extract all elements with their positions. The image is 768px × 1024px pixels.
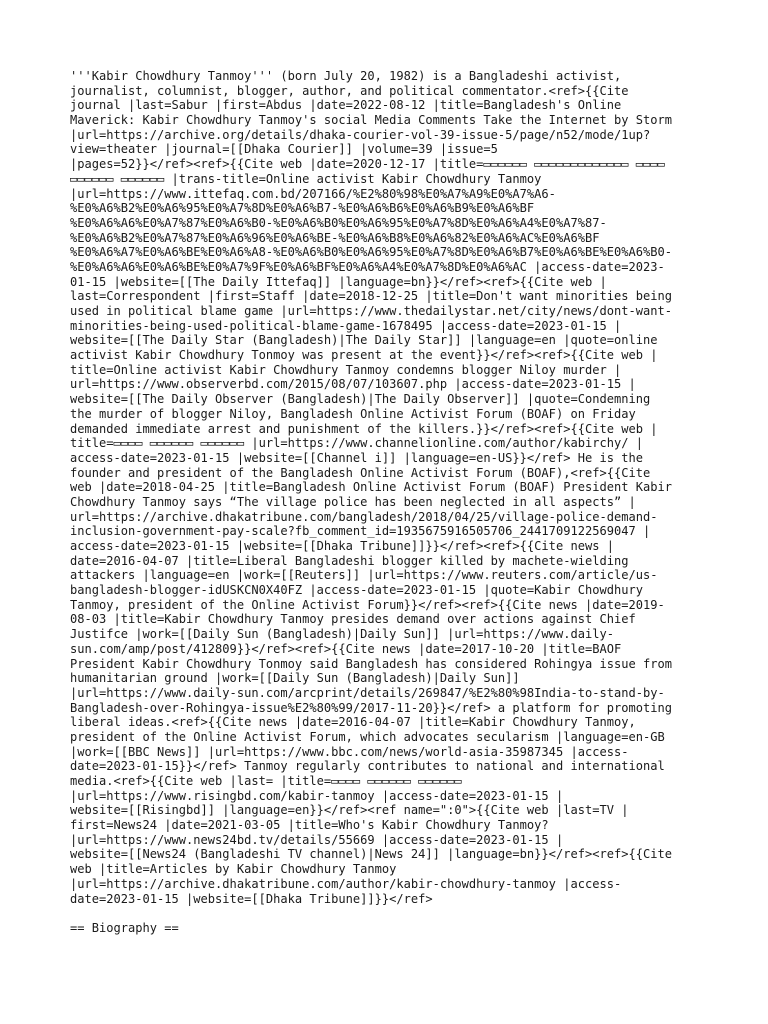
document-line: founder and president of the Bangladesh Online Activist Forum (BOAF),<ref>{{Cite: [70, 465, 651, 480]
document-line: last=Correspondent |first=Staff |date=2018-12-25 |title=Don't want minorities being: [70, 289, 672, 304]
document-line: '''Kabir Chowdhury Tanmoy''' (born July 20, 1982) is a Bangladeshi activist,: [70, 69, 622, 83]
document-line: |work=[[BBC News]] |url=https://www.bbc.com/news/world-asia-35987345 |access-: [70, 744, 629, 759]
document-line: date=2016-04-07 |title=Liberal Bangladeshi blogger killed by machete-wielding: [70, 553, 629, 568]
document-line: 08-03 |title=Kabir Chowdhury Tanmoy presides demand over actions against Chief: [70, 612, 636, 627]
document-line: Maverick: Kabir Chowdhury Tanmoy's social Media Comments Take the Internet by Storm: [70, 113, 672, 128]
document-line: |url=https://www.news24bd.tv/details/55669 |access-date=2023-01-15 |: [70, 832, 564, 847]
document-line: used in political blame game |url=https://www.thedailystar.net/city/news/dont-want-: [70, 304, 672, 318]
wikitext-document: [70, 69, 700, 936]
document-line: == Biography ==: [70, 920, 179, 935]
document-line: Justifce |work=[[Daily Sun (Bangladesh)|Daily Sun]] |url=https://www.daily-: [70, 627, 614, 642]
document-line: |url=https://www.daily-sun.com/arcprint/details/269847/%E2%80%98India-to-stand-by-: [70, 685, 665, 700]
document-line: |url=https://www.risingbd.com/kabir-tanmoy |access-date=2023-01-15 |: [70, 788, 564, 803]
document-line: |pages=52}}</ref><ref>{{Cite web |date=2020-12-17 |title=▭▭▭▭▭▭ ▭▭▭▭▭▭▭▭▭▭▭▭▭ ▭▭▭▭: [70, 157, 665, 172]
document-line: web |date=2018-04-25 |title=Bangladesh Online Activist Forum (BOAF) President Kabir: [70, 480, 672, 495]
document-line: President Kabir Chowdhury Tonmoy said Bangladesh has considered Rohingya issue from: [70, 656, 672, 671]
document-line: %E0%A6%B2%E0%A6%95%E0%A7%8D%E0%A6%B7-%E0%A6%B6%E0%A6%B9%E0%A6%BF: [70, 201, 535, 216]
document-line: view=theater |journal=[[Dhaka Courier]] |volume=39 |issue=5: [70, 142, 498, 157]
document-line: title=▭▭▭▭ ▭▭▭▭▭▭ ▭▭▭▭▭▭ |url=https://www.channelionline.com/author/kabirchy/ |: [70, 436, 643, 451]
document-line: %E0%A6%A6%E0%A7%87%E0%A6%B0-%E0%A6%B0%E0%A6%95%E0%A7%8D%E0%A6%A4%E0%A7%87-: [70, 215, 607, 230]
document-line: %E0%A6%A6%E0%A6%BE%E0%A7%9F%E0%A6%BF%E0%A6%A4%E0%A7%8D%E0%A6%AC |access-date=2023-: [70, 259, 665, 274]
document-line: title=Online activist Kabir Chowdhury Tanmoy condemns blogger Niloy murder |: [70, 362, 622, 377]
document-line: url=https://www.observerbd.com/2015/08/07/103607.php |access-date=2023-01-15 |: [70, 377, 636, 392]
document-line: [70, 906, 700, 921]
document-line: %E0%A6%B2%E0%A7%87%E0%A6%96%E0%A6%BE-%E0%A6%B8%E0%A6%82%E0%A6%AC%E0%A6%BF: [70, 230, 600, 245]
document-line: Tanmoy, president of the Online Activist Forum}}</ref><ref>{{Cite news |date=2019-: [70, 597, 665, 612]
document-line: date=2023-01-15}}</ref> Tanmoy regularly contributes to national and international: [70, 759, 665, 774]
document-line: website=[[Risingbd]] |language=en}}</ref><ref name=":0">{{Cite web |last=TV |: [70, 803, 629, 818]
document-line: demanded immediate arrest and punishment of the killers.}}</ref><ref>{{Cite web |: [70, 421, 658, 436]
document-line: liberal ideas.<ref>{{Cite news |date=2016-04-07 |title=Kabir Chowdhury Tanmoy,: [70, 715, 636, 730]
document-line: the murder of blogger Niloy, Bangladesh Online Activist Forum (BOAF) on Friday: [70, 406, 636, 421]
document-line: journalist, columnist, blogger, author, and political commentator.<ref>{{Cite: [70, 83, 629, 98]
document-line: %E0%A6%A7%E0%A6%BE%E0%A6%A8-%E0%A6%B0%E0%A6%95%E0%A7%8D%E0%A6%B7%E0%A6%BE%E0%A6%B0-: [70, 245, 672, 260]
document-line: access-date=2023-01-15 |website=[[Dhaka Tribune]]}}</ref><ref>{{Cite news |: [70, 539, 614, 553]
document-line: Bangladesh-over-Rohingya-issue%E2%80%99/2017-11-20}}</ref> a platform for promoting: [70, 700, 672, 715]
document-line: |url=https://archive.org/details/dhaka-courier-vol-39-issue-5/page/n52/mode/1up?: [70, 127, 651, 142]
document-line: Chowdhury Tanmoy says “The village police has been neglected in all aspects” |: [70, 494, 636, 509]
document-line: website=[[News24 (Bangladeshi TV channel)|News 24]] |language=bn}}</ref><ref>{{Cite: [70, 847, 672, 862]
document-line: inclusion-government-pay-scale?fb_comment_id=1935675916505706_2441709122569047 |: [70, 524, 651, 539]
document-line: website=[[The Daily Observer (Bangladesh)|The Daily Observer]] |quote=Condemning: [70, 392, 651, 407]
document-line: date=2023-01-15 |website=[[Dhaka Tribune]]}}</ref>: [70, 891, 433, 906]
document-line: website=[[The Daily Star (Bangladesh)|The Daily Star]] |language=en |quote=online: [70, 333, 658, 348]
document-line: activist Kabir Chowdhury Tonmoy was present at the event}}</ref><ref>{{Cite web |: [70, 348, 658, 363]
document-line: attackers |language=en |work=[[Reuters]] |url=https://www.reuters.com/article/us-: [70, 568, 658, 583]
document-line: url=https://archive.dhakatribune.com/bangladesh/2018/04/25/village-police-demand-: [70, 509, 658, 524]
document-line: humanitarian ground |work=[[Daily Sun (Bangladesh)|Daily Sun]]: [70, 671, 520, 686]
document-line: 01-15 |website=[[The Daily Ittefaq]] |language=bn}}</ref><ref>{{Cite web |: [70, 274, 607, 289]
document-line: |url=https://www.ittefaq.com.bd/207166/%E2%80%98%E0%A7%A9%E0%A7%A6-: [70, 186, 556, 201]
document-line: president of the Online Activist Forum, which advocates secularism |language=en-GB: [70, 729, 665, 744]
document-line: bangladesh-blogger-idUSKCN0X40FZ |access-date=2023-01-15 |quote=Kabir Chowdhury: [70, 583, 643, 598]
document-line: access-date=2023-01-15 |website=[[Channel i]] |language=en-US}}</ref> He is the: [70, 450, 643, 465]
document-line: media.<ref>{{Cite web |last= |title=▭▭▭▭ ▭▭▭▭▭▭ ▭▭▭▭▭▭: [70, 774, 462, 788]
document-line: minorities-being-used-political-blame-game-1678495 |access-date=2023-01-15 |: [70, 318, 622, 333]
document-line: sun.com/amp/post/412809}}</ref><ref>{{Cite news |date=2017-10-20 |title=BAOF: [70, 641, 622, 656]
document-line: journal |last=Sabur |first=Abdus |date=2022-08-12 |title=Bangladesh's Online: [70, 98, 622, 113]
document-line: web |title=Articles by Kabir Chowdhury Tanmoy: [70, 862, 397, 877]
document-line: first=News24 |date=2021-03-05 |title=Who's Kabir Chowdhury Tanmoy?: [70, 818, 549, 833]
document-line: ▭▭▭▭▭▭ ▭▭▭▭▭▭ |trans-title=Online activist Kabir Chowdhury Tanmoy: [70, 171, 542, 186]
document-line: |url=https://archive.dhakatribune.com/author/kabir-chowdhury-tanmoy |access-: [70, 876, 622, 891]
